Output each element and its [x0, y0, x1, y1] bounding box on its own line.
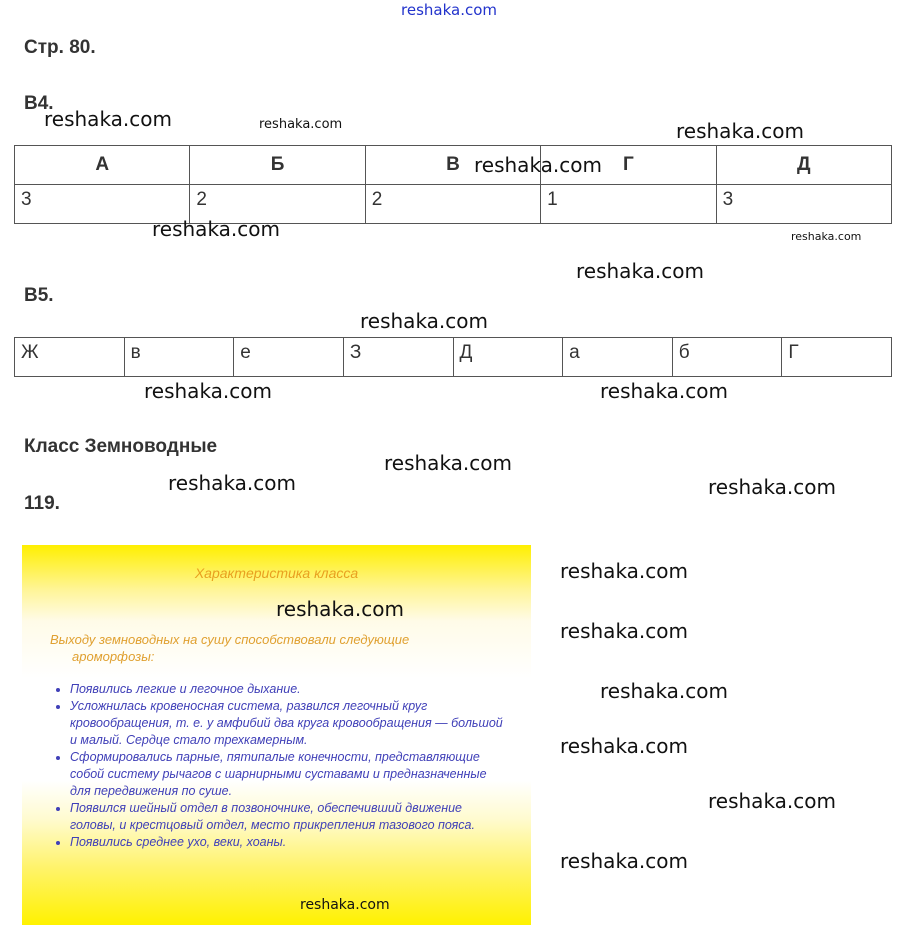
list-item: • Усложнилась кровеносная система, развился легочный круг кровообращения, т. е. у амфибий два круга кровообращения — большой и малый. Сердце стало трехкамерным.: [70, 698, 510, 749]
b5-cell: а: [563, 338, 673, 377]
watermark: reshaka.com: [600, 679, 728, 703]
list-item: • Появились легкие и легочное дыхание.: [70, 681, 510, 698]
slide-title: Характеристика класса: [194, 565, 359, 581]
b4-header: Г: [541, 146, 716, 185]
watermark: reshaka.com: [276, 597, 404, 621]
watermark: reshaka.com: [384, 451, 512, 475]
b4-header: В: [365, 146, 540, 185]
watermark: reshaka.com: [708, 789, 836, 813]
b4-table: [14, 145, 892, 224]
slide-intro-text: Выходу земноводных на сушу способствовали следующие: [50, 632, 410, 647]
list-item: • Появился шейный отдел в позвоночнике, обеспечивший движение головы, и крестцовый отдел, место прикрепления тазового пояса.: [70, 800, 510, 834]
b4-header: А: [15, 146, 190, 185]
watermark: reshaka.com: [560, 849, 688, 873]
section-title: Класс Земноводные: [24, 436, 218, 457]
watermark: reshaka.com: [708, 475, 836, 499]
watermark: reshaka.com: [144, 379, 272, 403]
watermark: reshaka.com: [360, 309, 488, 333]
watermark: reshaka.com: [560, 559, 688, 583]
b4-label: В4.: [24, 93, 54, 114]
b4-cell: 3: [15, 185, 190, 224]
b5-cell: е: [234, 338, 344, 377]
watermark: reshaka.com: [600, 379, 728, 403]
slide-intro: [50, 631, 470, 665]
b5-cell: З: [343, 338, 453, 377]
b5-table: [14, 337, 892, 377]
b4-header: Б: [190, 146, 365, 185]
watermark: reshaka.com: [259, 117, 343, 132]
b5-cell: Д: [453, 338, 563, 377]
b5-cell: Ж: [15, 338, 125, 377]
watermark: reshaka.com: [576, 259, 704, 283]
b4-cell: 1: [541, 185, 716, 224]
slide-bullets: [42, 681, 510, 851]
list-item: • Сформировались парные, пятипалые конечности, представляющие собой систему рычагов с шарнирными суставами и предназначенные для передвижения по суше.: [70, 749, 510, 800]
b4-cell: 2: [365, 185, 540, 224]
slide-intro-cont: ароморфозы:: [72, 649, 155, 664]
watermark-link[interactable]: reshaka.com: [401, 1, 497, 19]
watermark: reshaka.com: [44, 107, 172, 131]
watermark: reshaka.com: [676, 119, 804, 143]
b5-cell: Г: [782, 338, 892, 377]
page-heading: Стр. 80.: [24, 37, 96, 58]
b5-cell: в: [124, 338, 234, 377]
watermark: reshaka.com: [168, 471, 296, 495]
task-number: 119.: [24, 493, 60, 514]
list-item: • Появились среднее ухо, веки, хоаны.: [70, 834, 510, 851]
b4-cell: 3: [716, 185, 891, 224]
watermark: reshaka.com: [791, 230, 862, 243]
watermark: reshaka.com: [152, 217, 280, 241]
b5-cell: б: [672, 338, 782, 377]
b5-label: В5.: [24, 285, 54, 306]
watermark: reshaka.com: [560, 734, 688, 758]
b4-header: Д: [716, 146, 891, 185]
b4-cell: 2: [190, 185, 365, 224]
watermark: reshaka.com: [300, 897, 390, 913]
watermark: reshaka.com: [560, 619, 688, 643]
watermark: reshaka.com: [474, 153, 602, 177]
